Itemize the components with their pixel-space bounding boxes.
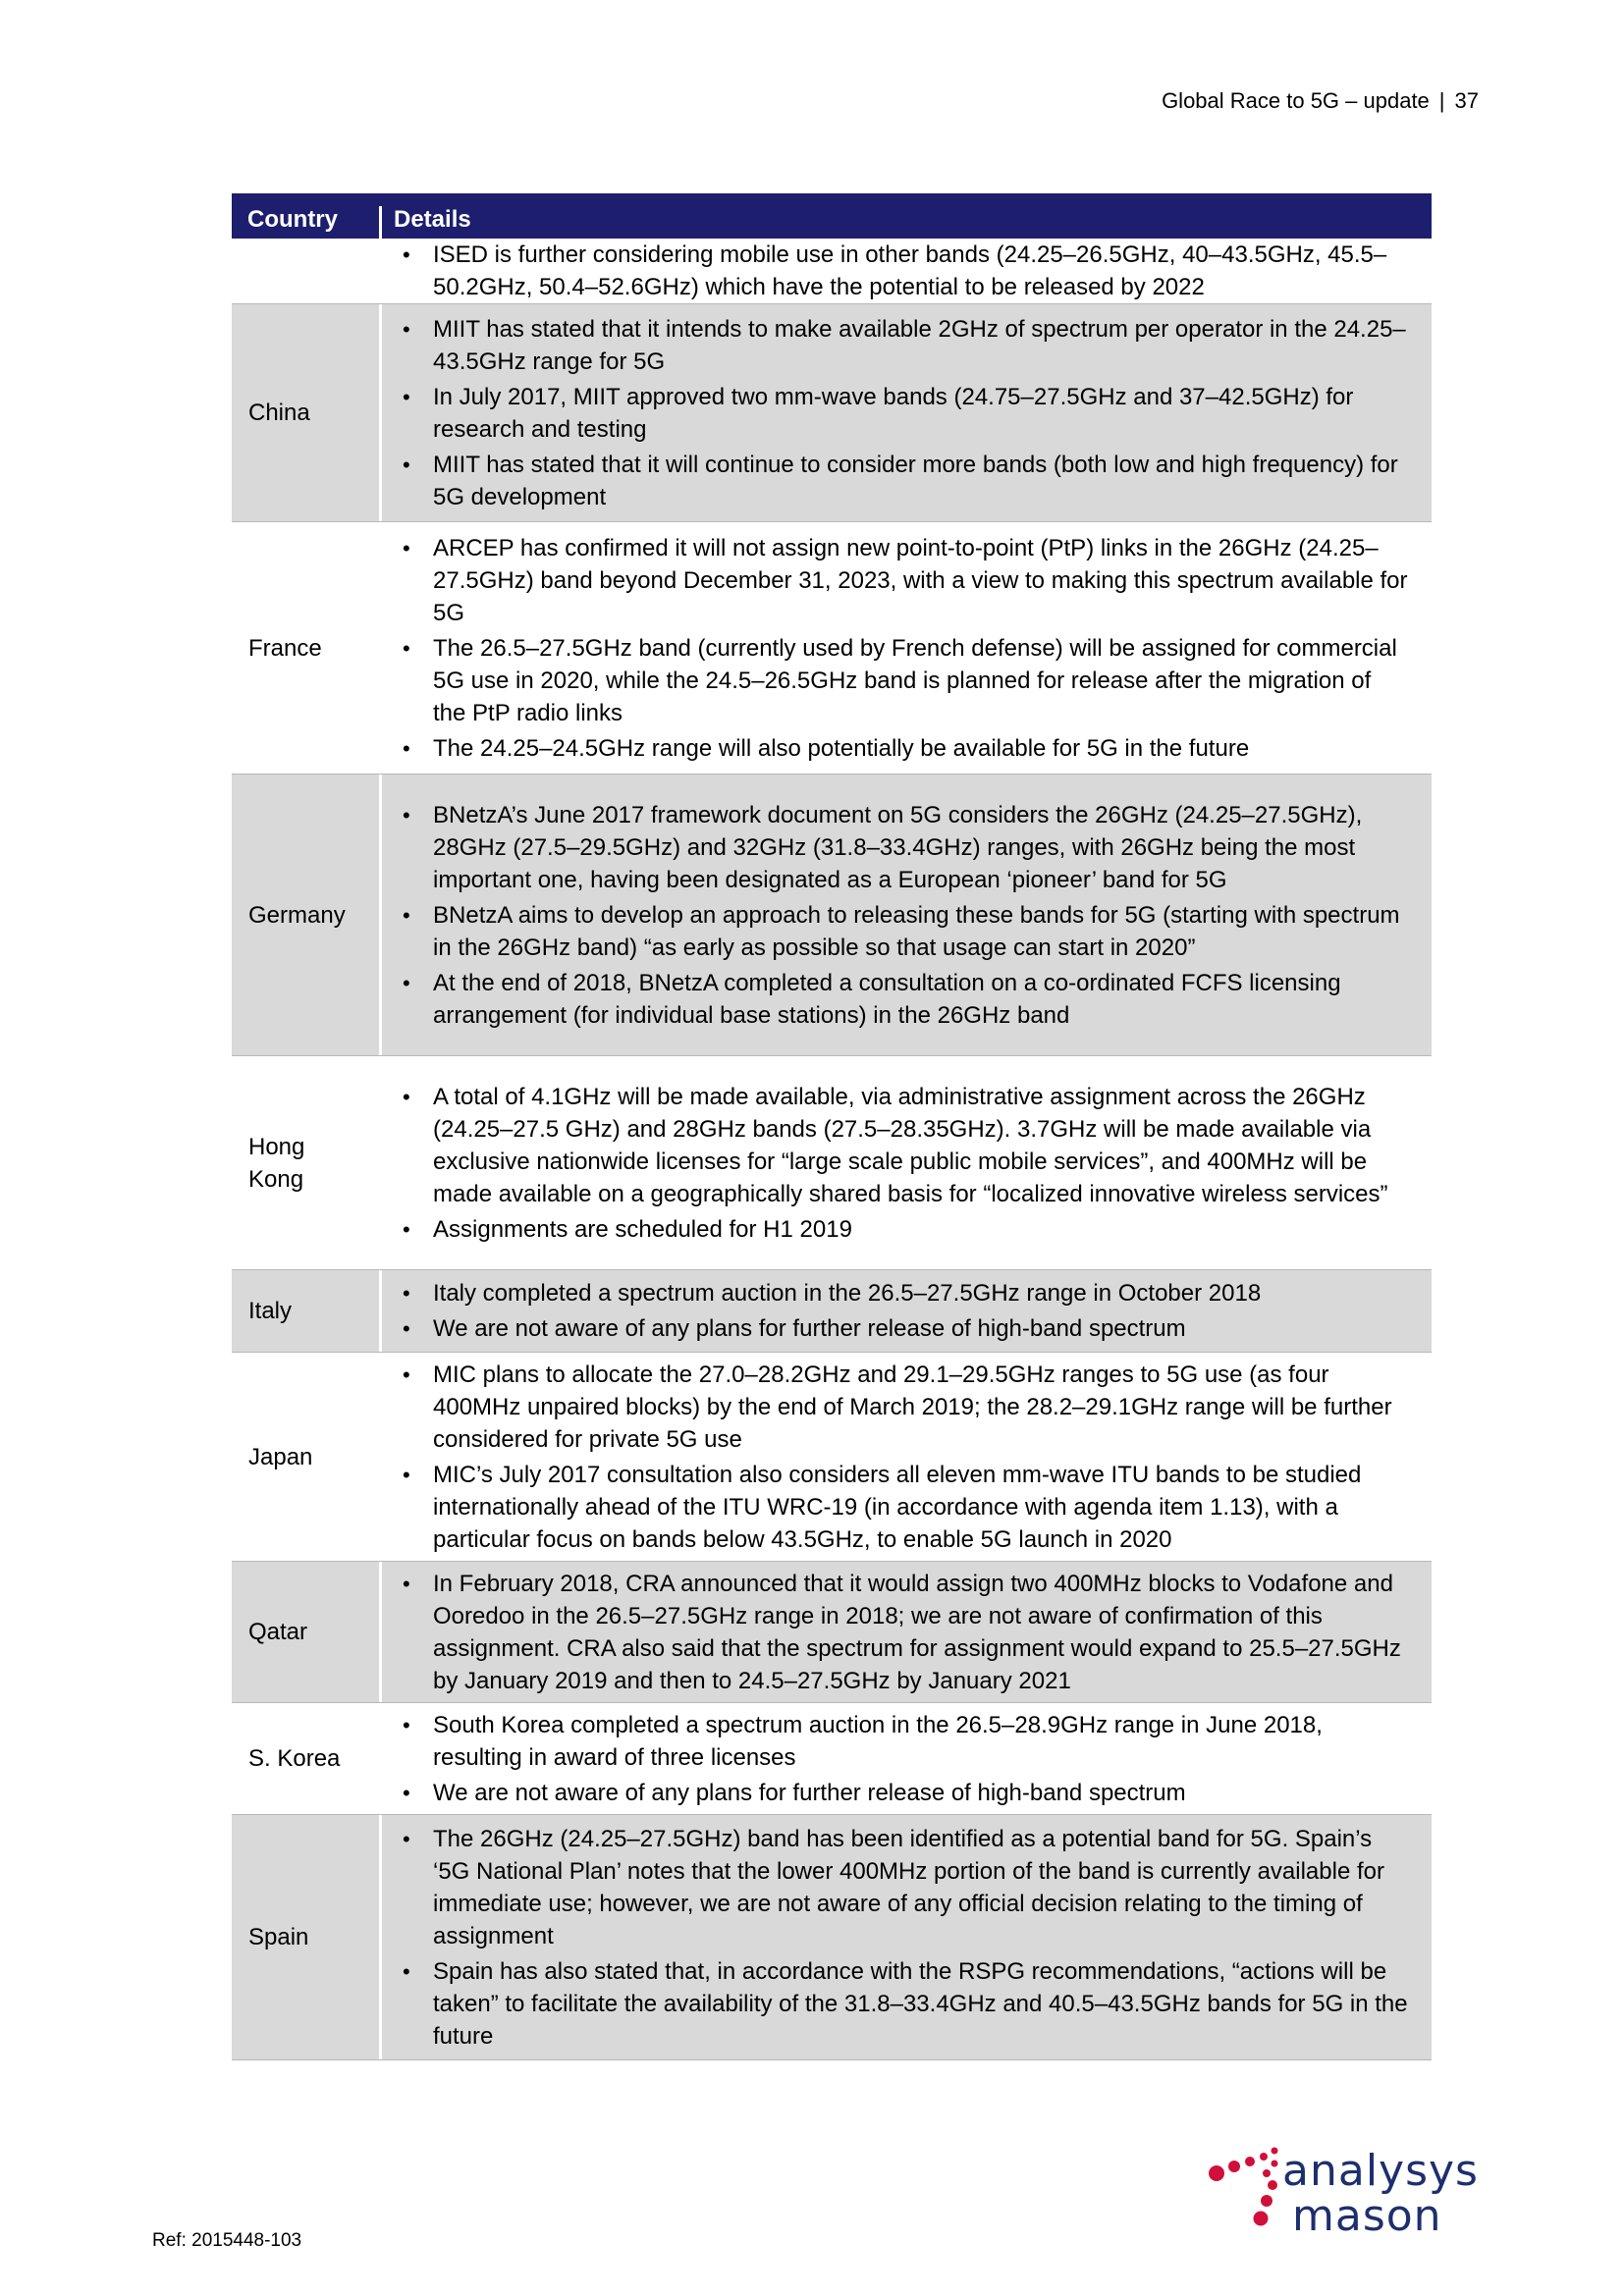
logo-word-analysys: analysys	[1282, 2146, 1479, 2196]
details-bullet-item: • The 26.5–27.5GHz band (currently used by French defense) will be assigned for commercial 5G use in 2020, while the 24.5–26.5GHz band is planned for release after the migration of the PtP radio links	[396, 632, 1432, 729]
analysys-mason-logo	[1206, 2140, 1510, 2248]
country-details-table	[232, 193, 1432, 2060]
details-bullet-list	[396, 796, 1432, 1035]
logo-word-mason: mason	[1292, 2191, 1442, 2241]
details-bullet-item: • ARCEP has confirmed it will not assign new point-to-point (PtP) links in the 26GHz (24.25–27.5GHz) band beyond December 31, 2023, with a view to making this spectrum available for 5G	[396, 532, 1432, 629]
details-bullet-item: • Assignments are scheduled for H1 2019	[396, 1213, 1432, 1246]
details-cell	[379, 304, 1432, 521]
details-bullet-list	[396, 529, 1432, 768]
country-cell: Spain	[248, 1924, 309, 1950]
details-bullet-list	[396, 310, 1432, 516]
table-row	[232, 774, 1432, 1056]
details-bullet-item: • The 24.25–24.5GHz range will also potentially be available for 5G in the future	[396, 732, 1432, 765]
country-cell: China	[248, 400, 310, 426]
details-bullet-item: • MIC plans to allocate the 27.0–28.2GHz and 29.1–29.5GHz ranges to 5G use (as four 400MHz unpaired blocks) by the end of March 2019; the 28.2–29.1GHz range will be further considered for private 5G use	[396, 1359, 1432, 1456]
details-bullet-list	[396, 1274, 1432, 1348]
details-bullet-list	[396, 1356, 1432, 1559]
logo-dots-icon	[1206, 2140, 1284, 2248]
details-bullet-item: • MIC’s July 2017 consultation also considers all eleven mm-wave ITU bands to be studied internationally ahead of the ITU WRC-19 (in accordance with agenda item 1.13), with a particular focus on bands below 43.5GHz, to enable 5G launch in 2020	[396, 1459, 1432, 1556]
details-cell	[379, 1270, 1432, 1352]
table-row	[232, 1703, 1432, 1815]
table-row	[232, 239, 1432, 304]
details-bullet-list	[396, 1078, 1432, 1249]
country-cell: Japan	[248, 1443, 313, 1470]
details-cell	[379, 1815, 1432, 2059]
details-bullet-item: • At the end of 2018, BNetzA completed a consultation on a co-ordinated FCFS licensing arrangement (for individual base stations) in the 26GHz band	[396, 967, 1432, 1032]
details-bullet-item: • BNetzA aims to develop an approach to releasing these bands for 5G (starting with spectrum in the 26GHz band) “as early as possible so that usage can start in 2020”	[396, 899, 1432, 964]
details-cell	[379, 1353, 1432, 1561]
column-header-details: Details	[379, 206, 1432, 239]
details-bullet-item: • We are not aware of any plans for further release of high-band spectrum	[396, 1777, 1432, 1809]
details-bullet-item: • South Korea completed a spectrum auction in the 26.5–28.9GHz range in June 2018, resulting in award of three licenses	[396, 1709, 1432, 1774]
country-cell: France	[248, 634, 322, 662]
details-bullet-item: • Spain has also stated that, in accordance with the RSPG recommendations, “actions will be taken” to facilitate the availability of the 31.8–33.4GHz and 40.5–43.5GHz bands for 5G in the future	[396, 1955, 1432, 2053]
details-bullet-item: • A total of 4.1GHz will be made available, via administrative assignment across the 26GHz (24.25–27.5 GHz) and 28GHz bands (27.5–28.35GHz). 3.7GHz will be made available via exclusive nationwide licenses for “large scale public mobile services”, and 400MHz will be made available on a geographically shared basis for “localized innovative wireless services”	[396, 1081, 1432, 1210]
details-cell	[379, 236, 1432, 303]
table-row	[232, 1562, 1432, 1703]
country-cell: Germany	[248, 901, 346, 929]
details-bullet-item: • The 26GHz (24.25–27.5GHz) band has been identified as a potential band for 5G. Spain’s ‘5G National Plan’ notes that the lower 400MHz portion of the band is currently available for immediate use; however, we are not aware of any official decision relating to the timing of assignment	[396, 1823, 1432, 1952]
document-reference: Ref: 2015448-103	[152, 2230, 302, 2251]
running-header: Global Race to 5G – update | 37	[1162, 88, 1479, 113]
table-body	[232, 239, 1432, 2060]
page-number: 37	[1454, 88, 1479, 113]
table-row	[232, 1353, 1432, 1562]
table-row	[232, 522, 1432, 774]
details-bullet-item: • We are not aware of any plans for further release of high-band spectrum	[396, 1312, 1432, 1345]
details-bullet-list	[396, 1706, 1432, 1812]
table-row	[232, 1815, 1432, 2060]
details-bullet-item: • In July 2017, MIIT approved two mm-wave bands (24.75–27.5GHz and 37–42.5GHz) for research and testing	[396, 381, 1432, 446]
details-bullet-list	[396, 236, 1432, 306]
country-cell: S. Korea	[248, 1745, 341, 1772]
details-bullet-item: • Italy completed a spectrum auction in the 26.5–27.5GHz range in October 2018	[396, 1277, 1432, 1309]
details-bullet-item: • In February 2018, CRA announced that it would assign two 400MHz blocks to Vodafone and Ooredoo in the 26.5–27.5GHz range in 2018; we are not aware of confirmation of this assignment. CRA also said that the spectrum for assignment would expand to 25.5–27.5GHz by January 2019 and then to 24.5–27.5GHz by January 2021	[396, 1568, 1432, 1697]
table-header	[232, 193, 1432, 239]
details-bullet-item: • BNetzA’s June 2017 framework document on 5G considers the 26GHz (24.25–27.5GHz), 28GHz (27.5–29.5GHz) and 32GHz (31.8–33.4GHz) ranges, with 26GHz being the most important one, having been designated as a European ‘pioneer’ band for 5G	[396, 799, 1432, 896]
details-cell	[379, 1056, 1432, 1269]
details-cell	[379, 1703, 1432, 1814]
country-cell: Qatar	[248, 1619, 308, 1645]
details-bullet-list	[396, 1820, 1432, 2056]
details-bullet-item: • MIIT has stated that it will continue to consider more bands (both low and high frequency) for 5G development	[396, 449, 1432, 513]
country-cell: Hong Kong	[248, 1133, 305, 1193]
details-cell	[379, 522, 1432, 774]
table-row	[232, 1270, 1432, 1353]
details-bullet-item: • MIIT has stated that it intends to make available 2GHz of spectrum per operator in the 24.25–43.5GHz range for 5G	[396, 313, 1432, 378]
details-bullet-list	[396, 1565, 1432, 1700]
running-title: Global Race to 5G – update	[1162, 88, 1430, 113]
table-row	[232, 304, 1432, 522]
details-bullet-item: • ISED is further considering mobile use in other bands (24.25–26.5GHz, 40–43.5GHz, 45.5–50.2GHz, 50.4–52.6GHz) which have the potential to be released by 2022	[396, 239, 1432, 303]
table-row	[232, 1056, 1432, 1270]
details-cell	[379, 774, 1432, 1055]
details-cell	[379, 1562, 1432, 1702]
column-header-country: Country	[247, 206, 338, 233]
country-cell: Italy	[248, 1298, 293, 1324]
